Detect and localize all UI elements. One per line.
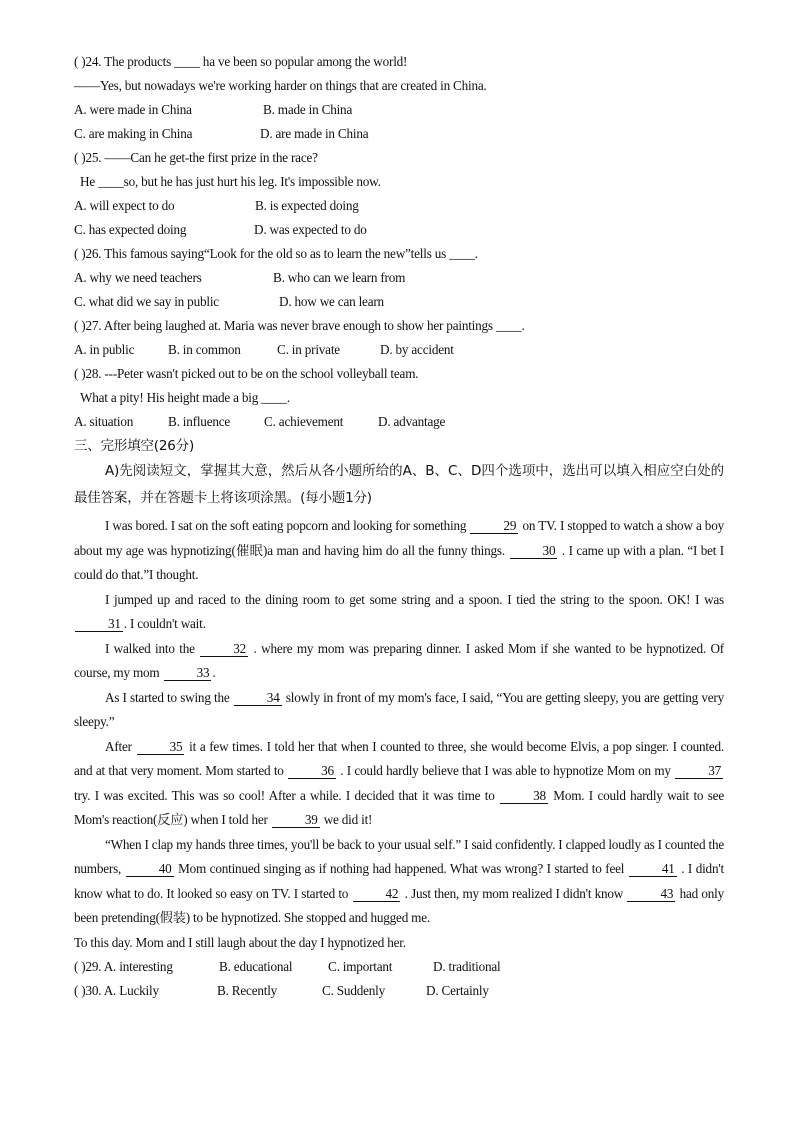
option-b: B. Recently: [217, 983, 278, 998]
option-b: B. in common: [168, 342, 241, 357]
passage-text: try. I was excited. This was so cool! After a while. I decided that it was time to: [74, 787, 500, 803]
blank-31: 31: [75, 616, 123, 632]
blank-33: 33: [164, 665, 212, 681]
blank-42: 42: [353, 886, 401, 902]
question-28-options: [74, 410, 724, 434]
option-b: B. is expected doing: [255, 198, 359, 213]
exam-page: [74, 50, 724, 1003]
blank-40: 40: [126, 861, 174, 877]
question-27-stem: ( )27. After being laughed at. Maria was never brave enough to show her paintings ____.: [74, 318, 525, 333]
blank-29: 29: [470, 518, 518, 534]
question-25-reply: He ____so, but he has just hurt his leg. It's impossible now.: [80, 174, 381, 189]
passage-text: “When I clap my hands three times, you'll be back to your usual self.” I said confidently. I clapped loudly as I counted the numbers,: [74, 836, 724, 876]
blank-39: 39: [272, 812, 320, 828]
option-a: A. will expect to do: [74, 198, 175, 213]
passage-text: . where my mom was preparing dinner. I asked Mom if she wanted to be hypnotized. Of course, my mom: [74, 640, 724, 680]
option-d: D. advantage: [378, 414, 446, 429]
option-b: B. made in China: [263, 102, 353, 117]
passage-text: it a few times. I told her that when I counted to three, she would become Elvis, a pop singer. I counted. and at that very moment. Mom started to: [74, 738, 725, 778]
option-a: A. were made in China: [74, 102, 192, 117]
question-26-stem: ( )26. This famous saying“Look for the old so as to learn the new”tells us ____.: [74, 246, 478, 261]
passage-paragraph-2: [74, 588, 724, 637]
passage-text: I jumped up and raced to the dining room to get some string and a spoon. I tied the string to the spoon. OK! I was: [105, 591, 724, 607]
option-b: B. educational: [219, 959, 293, 974]
question-24-reply: ——Yes, but nowadays we're working harder on things that are created in China.: [74, 78, 487, 93]
blank-35: 35: [137, 739, 185, 755]
question-28-stem: ( )28. ---Peter wasn't picked out to be on the school volleyball team.: [74, 366, 419, 381]
blank-38: 38: [500, 788, 548, 804]
passage-text: I was bored. I sat on the soft eating popcorn and looking for something: [105, 518, 470, 533]
question-27-options: [74, 338, 724, 362]
section-instruction: A)先阅读短文，掌握其大意，然后从各小题所给的A、B、C、D四个选项中，选出可以填入相应空白处的最佳答案，并在答题卡上将该项涂黑。(每小题1分): [74, 463, 724, 506]
option-d: D. by accident: [380, 342, 454, 357]
option-a: A. why we need teachers: [74, 270, 202, 285]
passage-text: on TV. I stopped to watch a show a boy about my age was hypnotizing(催眠)a man and having him do all the funny things.: [74, 518, 724, 558]
passage-text: . I couldn't wait.: [123, 616, 206, 631]
blank-34: 34: [234, 690, 282, 706]
section-title: 三、完形填空(26分): [74, 438, 195, 454]
passage-paragraph-3: [74, 637, 724, 686]
question-26-options-cd: [74, 290, 724, 314]
option-c: C. what did we say in public: [74, 294, 219, 309]
question-24-options-cd: [74, 122, 724, 146]
question-25-options-cd: [74, 218, 724, 242]
question-29-options: [74, 955, 724, 979]
option-c: C. in private: [277, 342, 340, 357]
passage-text: As I started to swing the: [105, 689, 233, 705]
question-30-stem: ( )30. A. Luckily: [74, 983, 159, 998]
passage-text: Mom continued singing as if nothing had happened. What was wrong? I started to feel: [174, 861, 628, 876]
question-29-stem: ( )29. A. interesting: [74, 959, 173, 974]
blank-36: 36: [288, 763, 336, 779]
option-d: D. traditional: [433, 959, 501, 974]
option-a: A. situation: [74, 414, 134, 429]
question-24-options-ab: [74, 98, 724, 122]
option-b: B. who can we learn from: [273, 270, 406, 285]
option-c: C. are making in China: [74, 126, 193, 141]
passage-text: we did it!: [320, 812, 373, 827]
passage-paragraph-4: [74, 686, 724, 735]
passage-text: . I came up with a plan. “I bet I could do that.”I thought.: [74, 542, 724, 582]
question-26-options-ab: [74, 266, 724, 290]
question-24-stem: ( )24. The products ____ ha ve been so popular among the world!: [74, 54, 408, 69]
option-d: D. was expected to do: [254, 222, 367, 237]
option-d: D. Certainly: [426, 983, 489, 998]
question-30-options: [74, 979, 724, 1003]
blank-41: 41: [629, 861, 677, 877]
passage-text: . I could hardly believe that I was able to hypnotize Mom on my: [336, 763, 675, 778]
option-c: C. achievement: [264, 414, 344, 429]
passage-text: Mom. I could hardly wait to see Mom's reaction(反应) when I told her: [74, 787, 724, 827]
option-a: A. in public: [74, 342, 135, 357]
passage-text: After: [105, 738, 136, 754]
option-c: C. Suddenly: [322, 983, 386, 998]
passage-paragraph-7: To this day. Mom and I still laugh about the day I hypnotized her.: [74, 934, 406, 950]
option-b: B. influence: [168, 414, 231, 429]
blank-43: 43: [627, 886, 675, 902]
question-25-options-ab: [74, 194, 724, 218]
passage-text: . Just then, my mom realized I didn't know: [401, 885, 627, 901]
passage-paragraph-6: [74, 833, 724, 931]
option-c: C. has expected doing: [74, 222, 187, 237]
option-d: D. how we can learn: [279, 294, 384, 309]
blank-32: 32: [200, 641, 248, 657]
passage-text: .: [212, 665, 216, 680]
passage-text: . I didn't know what to do. It looked so easy on TV. I started to: [74, 861, 724, 901]
passage-text: had only been pretending(假装) to be hypnotized. She stopped and hugged me.: [74, 885, 725, 925]
passage-paragraph-1: [74, 514, 724, 588]
passage-paragraph-5: [74, 735, 724, 833]
question-25-stem: ( )25. ——Can he get-the first prize in the race?: [74, 150, 318, 165]
blank-37: 37: [675, 763, 723, 779]
passage-text: I walked into the: [105, 640, 200, 656]
option-d: D. are made in China: [260, 126, 369, 141]
blank-30: 30: [510, 543, 558, 559]
option-c: C. important: [328, 959, 393, 974]
question-28-reply: What a pity! His height made a big ____.: [80, 390, 290, 405]
passage-text: slowly in front of my mom's face, I said, “You are getting sleepy, you are getting very sleepy.”: [74, 689, 724, 729]
